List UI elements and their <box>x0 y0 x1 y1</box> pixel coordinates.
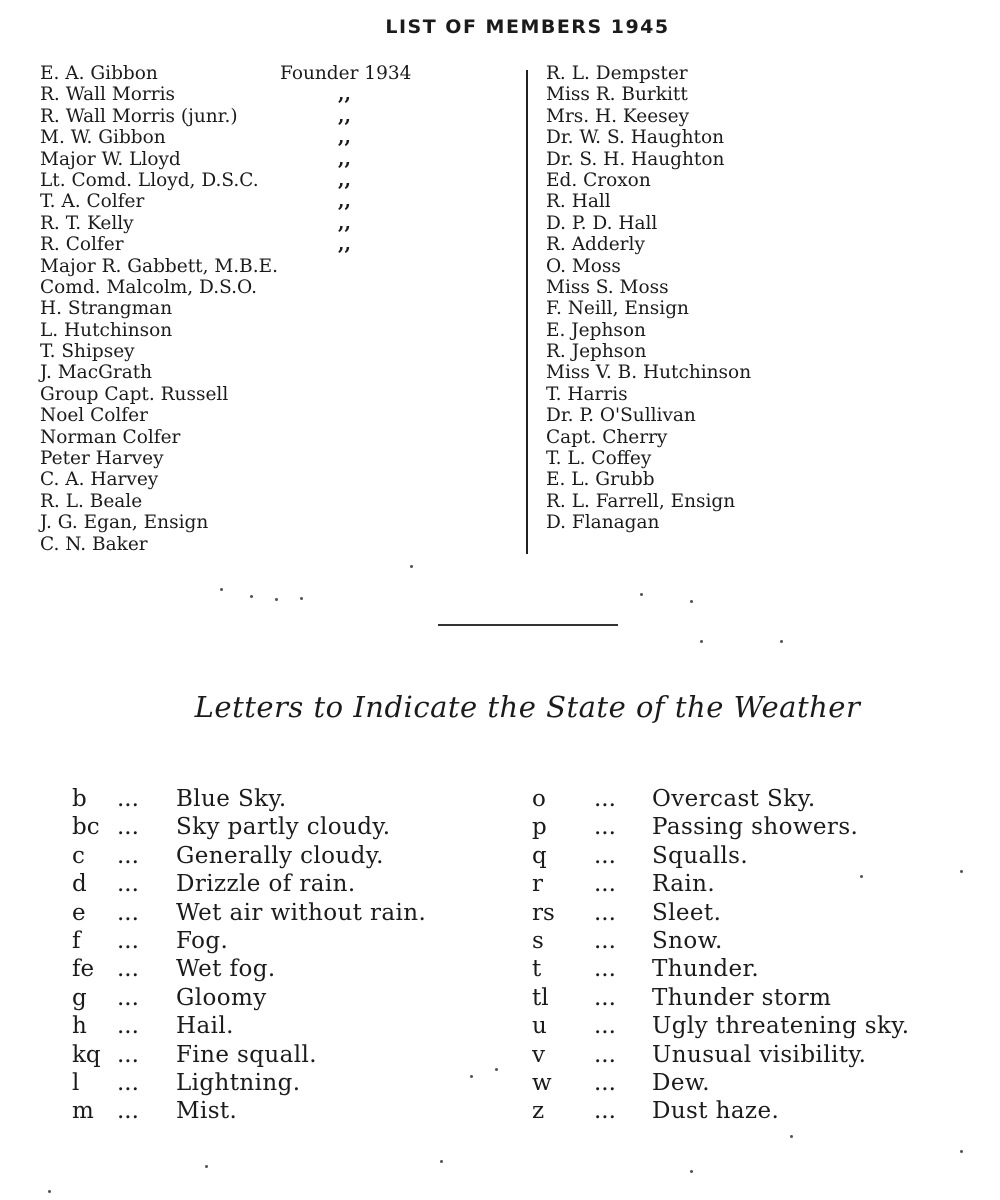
member-name: Ed. Croxon <box>546 169 651 191</box>
member-name: E. Jephson <box>546 319 646 341</box>
section-divider-rule <box>438 624 618 626</box>
print-speck <box>780 640 783 643</box>
member-row <box>40 170 470 191</box>
member-name: Major R. Gabbett, M.B.E. <box>40 255 279 277</box>
member-name: R. L. Beale <box>40 490 143 512</box>
member-name: Dr. W. S. Haughton <box>546 127 725 149</box>
member-row <box>40 106 470 127</box>
print-speck <box>220 588 223 591</box>
weather-code-description: Ugly threatening sky. <box>652 1013 910 1040</box>
print-speck <box>250 595 253 598</box>
member-row <box>546 405 966 426</box>
print-speck <box>690 1170 693 1173</box>
member-row <box>546 427 966 448</box>
member-name: Dr. S. H. Haughton <box>546 148 725 170</box>
print-speck <box>495 1068 498 1071</box>
member-row <box>546 362 966 383</box>
print-speck <box>790 1135 793 1138</box>
member-row <box>546 234 966 255</box>
member-name: Comd. Malcolm, D.S.O. <box>40 276 257 298</box>
ellipsis-leader: ... <box>594 871 616 898</box>
member-row <box>546 213 966 234</box>
member-name: Dr. P. O'Sullivan <box>546 405 696 427</box>
ellipsis-leader: ... <box>117 927 139 954</box>
member-row <box>546 298 966 319</box>
ellipsis-leader: ... <box>117 984 139 1011</box>
member-row <box>40 213 470 234</box>
ellipsis-leader: ... <box>117 842 139 869</box>
weather-code-row <box>532 785 972 813</box>
ellipsis-leader: ... <box>117 814 139 841</box>
member-name: Noel Colfer <box>40 405 148 427</box>
member-row <box>546 191 966 212</box>
weather-code-row <box>72 813 492 841</box>
member-name: R. L. Farrell, Ensign <box>546 490 736 512</box>
weather-code-letter: bc <box>72 814 100 841</box>
ditto-mark: ,, <box>338 212 351 234</box>
weather-code-letter: u <box>532 1013 547 1040</box>
member-name: E. L. Grubb <box>546 469 655 491</box>
weather-code-letter: rs <box>532 899 555 926</box>
member-row <box>40 362 470 383</box>
weather-code-letter: h <box>72 1013 87 1040</box>
ellipsis-leader: ... <box>594 956 616 983</box>
member-row <box>40 191 470 212</box>
member-row <box>546 127 966 148</box>
member-name: T. L. Coffey <box>546 448 652 470</box>
print-speck <box>470 1075 473 1078</box>
weather-code-row <box>532 955 972 983</box>
print-speck <box>690 600 693 603</box>
member-row <box>546 106 966 127</box>
member-name: D. P. D. Hall <box>546 212 658 234</box>
member-row <box>40 256 470 277</box>
print-speck <box>205 1165 208 1168</box>
member-name: Mrs. H. Keesey <box>546 105 690 127</box>
member-name: T. Harris <box>546 383 628 405</box>
weather-code-description: Overcast Sky. <box>652 786 816 812</box>
weather-code-row <box>72 955 492 983</box>
member-row <box>40 341 470 362</box>
member-row <box>546 469 966 490</box>
ellipsis-leader: ... <box>117 1041 139 1068</box>
member-row <box>40 512 470 533</box>
ellipsis-leader: ... <box>594 1041 616 1068</box>
member-row <box>546 149 966 170</box>
ellipsis-leader: ... <box>117 956 139 983</box>
member-row <box>546 277 966 298</box>
member-row <box>40 298 470 319</box>
ellipsis-leader: ... <box>117 786 139 812</box>
member-row <box>546 341 966 362</box>
member-name: Lt. Comd. Lloyd, D.S.C. <box>40 169 259 191</box>
weather-code-row <box>532 870 972 898</box>
print-speck <box>860 875 863 878</box>
weather-code-description: Gloomy <box>176 984 267 1011</box>
member-row <box>40 63 470 84</box>
member-name: Major W. Lloyd <box>40 148 181 170</box>
member-name: T. A. Colfer <box>40 191 145 213</box>
weather-code-letter: t <box>532 956 542 983</box>
weather-code-row <box>532 1012 972 1040</box>
member-name: J. MacGrath <box>40 362 153 384</box>
ellipsis-leader: ... <box>594 1098 616 1125</box>
ellipsis-leader: ... <box>594 899 616 926</box>
member-row <box>40 320 470 341</box>
ditto-mark: ,, <box>338 105 351 127</box>
member-name: C. A. Harvey <box>40 469 159 491</box>
member-row <box>40 234 470 255</box>
weather-code-row <box>72 1097 492 1125</box>
weather-code-row <box>532 842 972 870</box>
weather-code-row <box>532 927 972 955</box>
weather-codes-left-column <box>72 785 492 1126</box>
weather-code-letter: z <box>532 1098 545 1125</box>
weather-code-letter: l <box>72 1069 80 1096</box>
weather-code-description: Sleet. <box>652 899 722 926</box>
weather-code-letter: d <box>72 871 87 898</box>
weather-code-letter: b <box>72 786 87 812</box>
weather-code-description: Mist. <box>176 1098 238 1125</box>
member-row <box>546 84 966 105</box>
member-name: R. Hall <box>546 191 611 213</box>
member-name: R. Colfer <box>40 234 124 256</box>
ditto-mark: ,, <box>338 148 351 170</box>
member-row <box>546 170 966 191</box>
ditto-mark: ,, <box>338 127 351 149</box>
weather-code-row <box>72 785 492 813</box>
weather-code-description: Blue Sky. <box>176 786 287 812</box>
member-name: E. A. Gibbon <box>40 63 158 84</box>
ellipsis-leader: ... <box>117 1069 139 1096</box>
member-name: Capt. Cherry <box>546 426 668 448</box>
weather-code-row <box>532 813 972 841</box>
member-name: M. W. Gibbon <box>40 127 166 149</box>
member-name: R. Wall Morris (junr.) <box>40 105 238 127</box>
member-row <box>546 320 966 341</box>
weather-code-letter: q <box>532 842 547 869</box>
member-name: R. T. Kelly <box>40 212 134 234</box>
weather-code-description: Fog. <box>176 927 229 954</box>
member-row <box>546 512 966 533</box>
member-row <box>40 491 470 512</box>
ellipsis-leader: ... <box>594 814 616 841</box>
member-name: Miss V. B. Hutchinson <box>546 362 752 384</box>
member-row <box>40 277 470 298</box>
member-row <box>40 448 470 469</box>
member-row <box>40 384 470 405</box>
ellipsis-leader: ... <box>117 1013 139 1040</box>
weather-code-letter: w <box>532 1069 552 1096</box>
weather-code-description: Thunder. <box>652 956 760 983</box>
weather-code-row <box>532 1069 972 1097</box>
weather-code-letter: s <box>532 927 544 954</box>
ellipsis-leader: ... <box>594 842 616 869</box>
weather-code-description: Unusual visibility. <box>652 1041 867 1068</box>
ellipsis-leader: ... <box>594 1013 616 1040</box>
member-name: F. Neill, Ensign <box>546 298 689 320</box>
weather-code-letter: v <box>532 1041 545 1068</box>
print-speck <box>960 870 963 873</box>
weather-code-letter: kq <box>72 1041 101 1068</box>
weather-code-description: Wet fog. <box>176 956 276 983</box>
members-heading: LIST OF MEMBERS 1945 <box>385 16 670 38</box>
member-name: Miss R. Burkitt <box>546 84 688 106</box>
weather-code-description: Hail. <box>176 1013 234 1040</box>
print-speck <box>700 640 703 643</box>
weather-code-description: Generally cloudy. <box>176 842 384 869</box>
member-name: C. N. Baker <box>40 533 148 555</box>
ditto-mark: ,, <box>338 191 351 213</box>
member-row <box>40 405 470 426</box>
weather-code-description: Snow. <box>652 927 723 954</box>
member-row <box>40 84 470 105</box>
weather-code-description: Wet air without rain. <box>176 899 427 926</box>
ellipsis-leader: ... <box>594 984 616 1011</box>
ditto-mark: ,, <box>338 84 351 106</box>
weather-code-description: Drizzle of rain. <box>176 871 356 898</box>
ellipsis-leader: ... <box>594 1069 616 1096</box>
member-name: Peter Harvey <box>40 448 164 470</box>
weather-code-row <box>72 842 492 870</box>
ellipsis-leader: ... <box>594 786 616 812</box>
member-name: O. Moss <box>546 255 621 277</box>
ellipsis-leader: ... <box>117 1098 139 1125</box>
ditto-mark: ,, <box>338 169 351 191</box>
weather-code-letter: c <box>72 842 85 869</box>
ellipsis-leader: ... <box>117 871 139 898</box>
column-divider <box>526 70 528 554</box>
member-row <box>546 491 966 512</box>
weather-code-letter: fe <box>72 956 95 983</box>
member-name: T. Shipsey <box>40 341 135 363</box>
weather-code-letter: r <box>532 871 543 898</box>
weather-code-description: Rain. <box>652 871 716 898</box>
member-name: J. G. Egan, Ensign <box>40 512 209 534</box>
weather-code-row <box>532 1097 972 1125</box>
member-name: D. Flanagan <box>546 512 660 534</box>
weather-code-letter: p <box>532 814 547 841</box>
weather-code-row <box>72 1012 492 1040</box>
print-speck <box>410 565 413 568</box>
weather-code-letter: m <box>72 1098 94 1125</box>
weather-code-description: Dust haze. <box>652 1098 780 1125</box>
member-row <box>546 384 966 405</box>
print-speck <box>440 1160 443 1163</box>
weather-code-row <box>72 899 492 927</box>
weather-code-description: Squalls. <box>652 842 749 869</box>
weather-code-row <box>532 899 972 927</box>
weather-code-row <box>72 1041 492 1069</box>
member-name: Group Capt. Russell <box>40 383 229 405</box>
weather-code-letter: tl <box>532 984 549 1011</box>
weather-code-letter: e <box>72 899 86 926</box>
weather-code-row <box>532 984 972 1012</box>
weather-code-description: Lightning. <box>176 1069 301 1096</box>
member-name: Miss S. Moss <box>546 276 669 298</box>
member-row <box>40 149 470 170</box>
weather-code-description: Thunder storm <box>652 984 832 1011</box>
weather-heading: Letters to Indicate the State of the Weather <box>194 690 861 724</box>
member-name: R. Wall Morris <box>40 84 176 106</box>
weather-code-row <box>72 984 492 1012</box>
member-name: H. Strangman <box>40 298 173 320</box>
print-speck <box>640 593 643 596</box>
member-note: Founder 1934 <box>280 63 412 84</box>
print-speck <box>300 597 303 600</box>
weather-code-letter: g <box>72 984 87 1011</box>
members-left-column <box>40 63 470 555</box>
ellipsis-leader: ... <box>117 899 139 926</box>
weather-code-row <box>72 870 492 898</box>
member-name: R. Jephson <box>546 341 647 363</box>
weather-code-row <box>532 1041 972 1069</box>
member-row <box>40 534 470 555</box>
member-row <box>546 63 966 84</box>
member-name: R. L. Dempster <box>546 63 688 84</box>
weather-code-description: Dew. <box>652 1069 710 1096</box>
member-row <box>546 448 966 469</box>
member-name: L. Hutchinson <box>40 319 173 341</box>
member-name: R. Adderly <box>546 234 645 256</box>
print-speck <box>275 598 278 601</box>
weather-code-description: Sky partly cloudy. <box>176 814 391 841</box>
ditto-mark: ,, <box>338 234 351 256</box>
weather-code-row <box>72 1069 492 1097</box>
member-row <box>40 427 470 448</box>
member-name: Norman Colfer <box>40 426 181 448</box>
weather-code-description: Passing showers. <box>652 814 859 841</box>
weather-code-letter: o <box>532 786 546 812</box>
print-speck <box>48 1190 51 1193</box>
weather-codes-right-column <box>532 785 972 1126</box>
members-right-column <box>546 63 966 534</box>
weather-code-letter: f <box>72 927 81 954</box>
weather-code-description: Fine squall. <box>176 1041 317 1068</box>
ellipsis-leader: ... <box>594 927 616 954</box>
member-row <box>546 256 966 277</box>
weather-code-row <box>72 927 492 955</box>
member-row <box>40 469 470 490</box>
member-row <box>40 127 470 148</box>
print-speck <box>960 1150 963 1153</box>
